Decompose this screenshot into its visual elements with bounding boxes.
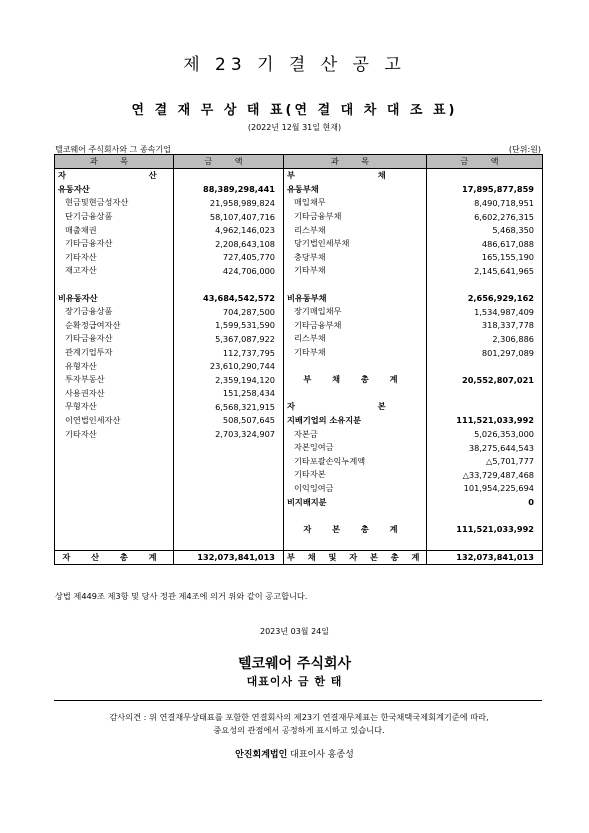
page-title: 제 23 기 결 산 공 고: [183, 55, 406, 75]
table-row: [55, 319, 543, 333]
asset-item-label: 매출채권: [55, 223, 174, 237]
asset-item-label: 관계기업투자: [55, 346, 174, 360]
asset-item-label: 기타금융자산: [55, 332, 174, 346]
asset-item-label: 순확정급여자산: [55, 319, 174, 333]
total-liab-equity-amount: 132,073,841,013: [427, 550, 543, 565]
auditor-signature: [0, 747, 589, 760]
table-row: [55, 196, 543, 210]
liability-item-label: [284, 359, 427, 373]
totals-row: [55, 550, 543, 565]
asset-item-label: 단기금융상품: [55, 210, 174, 224]
table-row: [55, 495, 543, 509]
liability-item-label: 리스부채: [284, 223, 427, 237]
liability-item-amount: 2,306,886: [427, 332, 543, 346]
table-row: [55, 536, 543, 550]
table-row: [55, 414, 543, 428]
asset-item-label: 비유동자산: [55, 291, 174, 305]
unit-label: (단위:원): [508, 145, 541, 154]
table-row: [55, 427, 543, 441]
liability-item-label: 기타부채: [284, 264, 427, 278]
header-item-left: 과 목: [55, 155, 174, 169]
liability-item-amount: 2,145,641,965: [427, 264, 543, 278]
statement-date: (2022년 12월 31일 현재): [247, 123, 342, 132]
asset-item-label: [55, 441, 174, 455]
liability-item-label: 기타부채: [284, 346, 427, 360]
asset-item-amount: 424,706,000: [174, 264, 284, 278]
asset-item-label: [55, 536, 174, 550]
liability-item-amount: 486,617,088: [427, 237, 543, 251]
asset-item-label: [55, 522, 174, 536]
liability-item-label: 리스부채: [284, 332, 427, 346]
asset-item-label: 현금및현금성자산: [55, 196, 174, 210]
statement-subtitle: 연 결 재 무 상 태 표(연 결 대 차 대 조 표): [131, 103, 458, 118]
liability-item-amount: 801,297,089: [427, 346, 543, 360]
liability-item-amount: 38,275,644,543: [427, 441, 543, 455]
liability-item-amount: [427, 278, 543, 292]
asset-item-amount: [174, 536, 284, 550]
liability-item-label: 비지배지분: [284, 495, 427, 509]
company-scope: 텔코웨어 주식회사와 그 종속기업: [55, 145, 171, 154]
asset-item-amount: 5,367,087,922: [174, 332, 284, 346]
asset-item-label: 기타자산: [55, 427, 174, 441]
liability-item-amount: [427, 509, 543, 523]
balance-sheet-table: [54, 154, 543, 565]
liability-item-label: 지배기업의 소유지분: [284, 414, 427, 428]
liability-item-amount: 5,026,353,000: [427, 427, 543, 441]
auditor-representative: 대표이사 홍종성: [290, 750, 354, 760]
asset-item-amount: 58,107,407,716: [174, 210, 284, 224]
asset-item-amount: 508,507,645: [174, 414, 284, 428]
liability-item-amount: [427, 169, 543, 183]
table-row: [55, 482, 543, 496]
liability-item-label: 자본잉여금: [284, 441, 427, 455]
liability-item-label: 부 채: [284, 169, 427, 183]
asset-item-label: 투자부동산: [55, 373, 174, 387]
liability-item-amount: 20,552,807,021: [427, 373, 543, 387]
liability-item-amount: 2,656,929,162: [427, 291, 543, 305]
table-row: [55, 291, 543, 305]
asset-item-amount: 88,389,298,441: [174, 183, 284, 197]
asset-item-label: 이연법인세자산: [55, 414, 174, 428]
asset-item-amount: 21,958,989,824: [174, 196, 284, 210]
table-row: [55, 346, 543, 360]
asset-item-label: 장기금융상품: [55, 305, 174, 319]
table-row: [55, 264, 543, 278]
liability-item-amount: 318,337,778: [427, 319, 543, 333]
asset-item-label: [55, 468, 174, 482]
asset-item-amount: [174, 509, 284, 523]
asset-item-amount: 151,258,434: [174, 387, 284, 401]
liability-item-label: 매입채무: [284, 196, 427, 210]
liability-item-amount: △5,701,777: [427, 454, 543, 468]
liability-item-amount: 111,521,033,992: [427, 522, 543, 536]
liability-item-amount: 6,602,276,315: [427, 210, 543, 224]
table-row: [55, 183, 543, 197]
asset-item-amount: 112,737,795: [174, 346, 284, 360]
asset-item-amount: [174, 522, 284, 536]
report-date: 2023년 03월 24일: [260, 627, 329, 636]
table-row: [55, 468, 543, 482]
total-assets-label: 자 산 총 계: [55, 550, 174, 565]
asset-item-label: 기타금융자산: [55, 237, 174, 251]
company-name: 텔코웨어 주식회사: [237, 656, 352, 672]
table-row: [55, 332, 543, 346]
liability-item-amount: [427, 387, 543, 401]
table-row: [55, 522, 543, 536]
table-row: [55, 305, 543, 319]
table-row: [55, 237, 543, 251]
header-amount-right: 금 액: [427, 155, 543, 169]
asset-item-label: [55, 495, 174, 509]
liability-item-amount: 101,954,225,694: [427, 482, 543, 496]
table-row: [55, 373, 543, 387]
divider-top: [54, 700, 542, 701]
asset-item-label: 재고자산: [55, 264, 174, 278]
table-row: [55, 251, 543, 265]
liability-item-label: 부 채 총 계: [284, 373, 427, 387]
liability-item-amount: 0: [427, 495, 543, 509]
table-row: [55, 223, 543, 237]
liability-item-amount: △33,729,487,468: [427, 468, 543, 482]
table-row: [55, 441, 543, 455]
asset-item-amount: 6,568,321,915: [174, 400, 284, 414]
liability-item-label: 충당부채: [284, 251, 427, 265]
asset-item-amount: 23,610,290,744: [174, 359, 284, 373]
asset-item-label: 기타자산: [55, 251, 174, 265]
liability-item-amount: 165,155,190: [427, 251, 543, 265]
asset-item-amount: [174, 278, 284, 292]
liability-item-label: 자 본 총 계: [284, 522, 427, 536]
asset-item-amount: [174, 482, 284, 496]
ceo-name: 대표이사 금 한 태: [246, 675, 343, 688]
table-row: [55, 454, 543, 468]
table-row: [55, 400, 543, 414]
asset-item-amount: [174, 441, 284, 455]
liability-item-label: [284, 536, 427, 550]
liability-item-amount: [427, 536, 543, 550]
liability-item-amount: 8,490,718,951: [427, 196, 543, 210]
audit-opinion: [55, 711, 543, 737]
liability-item-label: [284, 509, 427, 523]
asset-item-label: [55, 509, 174, 523]
asset-item-amount: 43,684,542,572: [174, 291, 284, 305]
asset-item-amount: 2,359,194,120: [174, 373, 284, 387]
asset-item-label: [55, 454, 174, 468]
liability-item-label: 유동부채: [284, 183, 427, 197]
legal-notice: 상법 제449조 제3항 및 당사 정관 제4조에 의거 위와 같이 공고합니다.: [55, 591, 308, 601]
liability-item-label: [284, 387, 427, 401]
asset-item-amount: 704,287,500: [174, 305, 284, 319]
balance-sheet-body: [55, 169, 543, 551]
asset-item-amount: 727,405,770: [174, 251, 284, 265]
liability-item-label: 비유동부채: [284, 291, 427, 305]
asset-item-label: [55, 482, 174, 496]
asset-item-label: [55, 278, 174, 292]
asset-item-label: 사용권자산: [55, 387, 174, 401]
asset-item-label: 자 산: [55, 169, 174, 183]
header-amount-left: 금 액: [174, 155, 284, 169]
liability-item-amount: 17,895,877,859: [427, 183, 543, 197]
liability-item-label: 당기법인세부채: [284, 237, 427, 251]
liability-item-label: [284, 278, 427, 292]
table-row: [55, 210, 543, 224]
total-assets-amount: 132,073,841,013: [174, 550, 284, 565]
asset-item-label: 유형자산: [55, 359, 174, 373]
liability-item-label: 기타금융부채: [284, 210, 427, 224]
asset-item-amount: [174, 454, 284, 468]
liability-item-amount: [427, 359, 543, 373]
asset-item-amount: [174, 495, 284, 509]
table-row: [55, 169, 543, 183]
liability-item-label: 자본금: [284, 427, 427, 441]
liability-item-label: 이익잉여금: [284, 482, 427, 496]
asset-item-label: 무형자산: [55, 400, 174, 414]
asset-item-amount: [174, 468, 284, 482]
audit-opinion-line1: 감사의견 : 위 연결재무상태표를 포함한 연결회사의 제23기 연결재무제표는 한국채택국제회계기준에 따라,: [109, 712, 489, 722]
asset-item-amount: 2,703,324,907: [174, 427, 284, 441]
auditor-firm: 안진회계법인: [235, 750, 288, 760]
liability-item-amount: 1,534,987,409: [427, 305, 543, 319]
liability-item-label: 기타자본: [284, 468, 427, 482]
asset-item-amount: 1,599,531,590: [174, 319, 284, 333]
audit-opinion-line2: 중요성의 관점에서 공정하게 표시하고 있습니다.: [213, 725, 385, 735]
liability-item-label: 기타금융부채: [284, 319, 427, 333]
table-row: [55, 359, 543, 373]
table-header-row: [55, 155, 543, 169]
liability-item-amount: 5,468,350: [427, 223, 543, 237]
table-row: [55, 509, 543, 523]
total-liab-equity-label: 부 채 및 자 본 총 계: [284, 550, 427, 565]
asset-item-amount: 4,962,146,023: [174, 223, 284, 237]
liability-item-label: 자 본: [284, 400, 427, 414]
table-row: [55, 278, 543, 292]
liability-item-amount: 111,521,033,992: [427, 414, 543, 428]
asset-item-amount: 2,208,643,108: [174, 237, 284, 251]
liability-item-amount: [427, 400, 543, 414]
header-item-right: 과 목: [284, 155, 427, 169]
liability-item-label: 장기매입채무: [284, 305, 427, 319]
asset-item-label: 유동자산: [55, 183, 174, 197]
table-row: [55, 387, 543, 401]
liability-item-label: 기타포괄손익누계액: [284, 454, 427, 468]
